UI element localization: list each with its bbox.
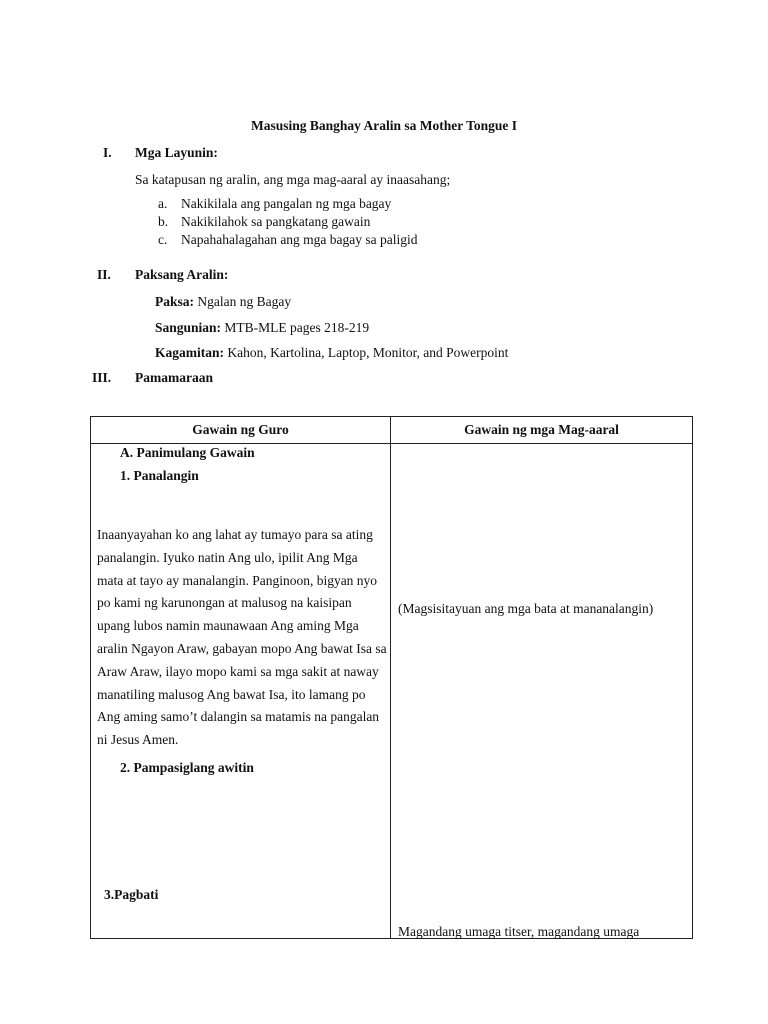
document-title: Masusing Banghay Aralin sa Mother Tongue I bbox=[250, 118, 518, 133]
table-header-row bbox=[91, 417, 693, 444]
teacher-activity-cell bbox=[91, 444, 391, 939]
objective-marker: a. bbox=[158, 196, 168, 211]
objective-item bbox=[158, 214, 558, 232]
table-row bbox=[91, 444, 693, 939]
step-3-heading: 3.Pagbati bbox=[104, 887, 159, 902]
objective-marker: b. bbox=[158, 214, 169, 229]
section-2-heading: Paksang Aralin: bbox=[135, 267, 229, 282]
student-activity-header: Gawain ng mga Mag-aaral bbox=[391, 417, 693, 444]
topic-label: Paksa: bbox=[155, 294, 195, 309]
reference-line bbox=[155, 320, 369, 336]
section-3-numeral: III. bbox=[92, 370, 112, 385]
objective-text: Nakikilahok sa pangkatang gawain bbox=[181, 214, 371, 229]
section-2-numeral: II. bbox=[97, 267, 111, 282]
step-2-heading: 2. Pampasiglang awitin bbox=[120, 760, 254, 775]
teacher-activity-header: Gawain ng Guro bbox=[91, 417, 391, 444]
objectives-intro: Sa katapusan ng aralin, ang mga mag-aaral ay inaasahang; bbox=[135, 172, 451, 187]
objective-item bbox=[158, 196, 558, 214]
objective-item bbox=[158, 232, 558, 250]
reference-value: MTB-MLE pages 218-219 bbox=[221, 320, 370, 335]
section-1-numeral: I. bbox=[103, 145, 112, 160]
part-a-heading: A. Panimulang Gawain bbox=[120, 445, 255, 460]
greeting-response: Magandang umaga titser, magandang umaga bbox=[398, 924, 640, 939]
objective-marker: c. bbox=[158, 232, 168, 247]
materials-line bbox=[155, 345, 508, 361]
objective-text: Napahahalagahan ang mga bagay sa paligid bbox=[181, 232, 418, 247]
reference-label: Sangunian: bbox=[155, 320, 222, 335]
section-1-heading: Mga Layunin: bbox=[135, 145, 218, 160]
section-3-heading: Pamamaraan bbox=[135, 370, 213, 385]
topic-line bbox=[155, 294, 291, 310]
lesson-plan-table bbox=[90, 416, 693, 939]
prayer-response: (Magsisitayuan ang mga bata at mananalangin) bbox=[398, 601, 654, 616]
materials-label: Kagamitan: bbox=[155, 345, 224, 360]
materials-value: Kahon, Kartolina, Laptop, Monitor, and Powerpoint bbox=[224, 345, 509, 360]
objective-text: Nakikilala ang pangalan ng mga bagay bbox=[181, 196, 392, 211]
step-1-heading: 1. Panalangin bbox=[120, 468, 199, 483]
prayer-text: Inaanyayahan ko ang lahat ay tumayo para sa ating panalangin. Iyuko natin Ang ulo, ipilit Ang Mga mata at tayo ay manalangin. Panginoon, bigyan nyo po kami ng karunongan at malusog na kaisipan upang lubos namin maunawaan Ang aming Mga aralin Ngayon Araw, gabayan mopo Ang bawat Isa sa Araw Araw, ilayo mopo kami sa mga sakit at naway manatiling malusog Ang bawat Isa, ito lamang po Ang aming samo’t dalangin sa matamis na pangalan ni Jesus Amen. bbox=[97, 527, 387, 748]
student-activity-cell bbox=[391, 444, 693, 939]
topic-value: Ngalan ng Bagay bbox=[194, 294, 292, 309]
